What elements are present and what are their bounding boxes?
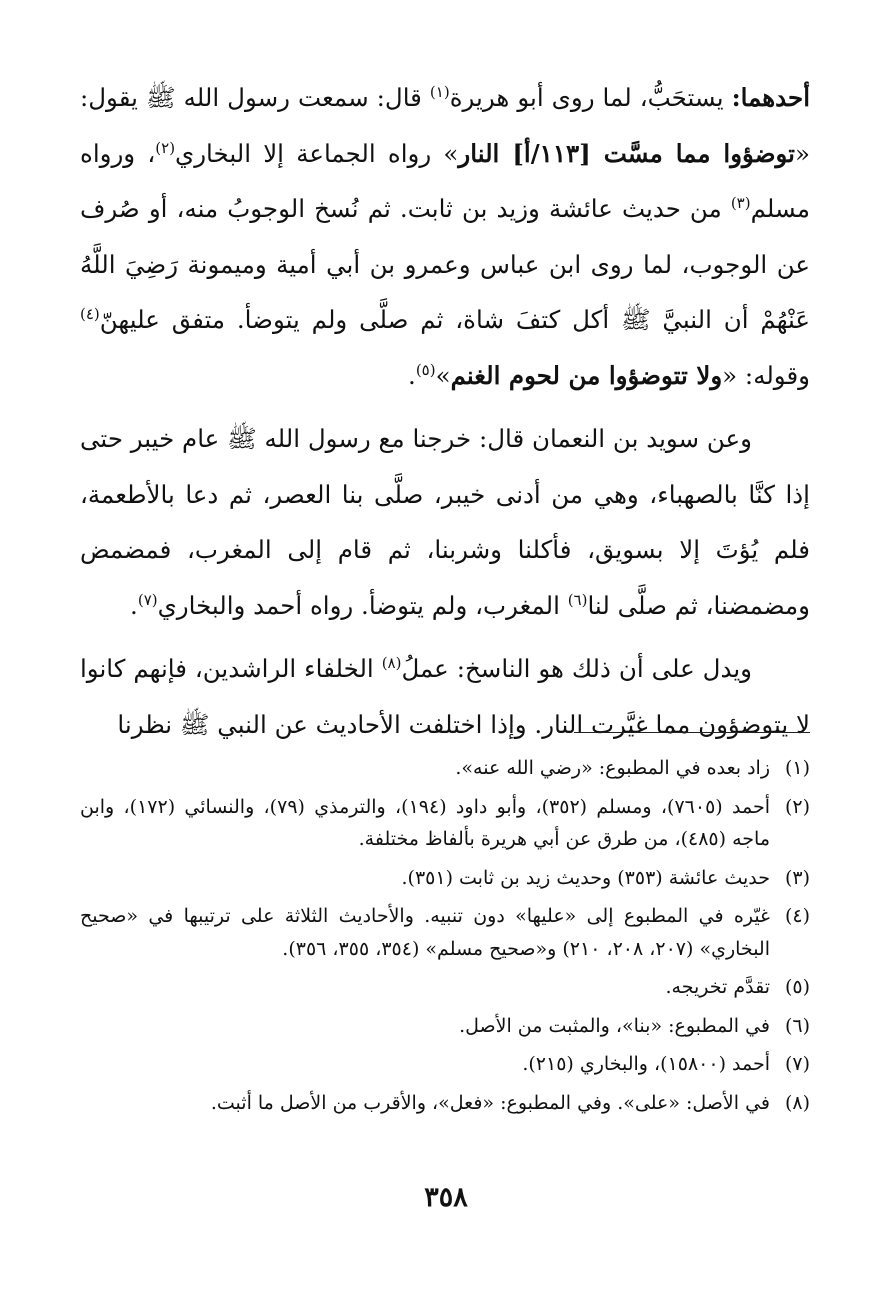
page-number: ٣٥٨ <box>424 1182 468 1213</box>
text-run: المغرب، ولم يتوضأ. رواه أحمد والبخاري <box>157 590 568 620</box>
main-text <box>80 70 810 752</box>
text-run: » <box>435 360 451 390</box>
footnote <box>80 1010 810 1043</box>
heading-term: أحدهما: <box>731 83 810 112</box>
footnote-number: (٣) <box>784 866 810 889</box>
footnote <box>80 791 810 856</box>
footnote-text: حديث عائشة (٣٥٣) وحديث زيد بن ثابت (٣٥١). <box>401 866 770 889</box>
footnote-ref-2[interactable]: (٢) <box>155 138 176 157</box>
footnote-ref-7[interactable]: (٧) <box>137 590 158 609</box>
footnote-number: (٢) <box>784 795 810 818</box>
footnote-number: (٥) <box>784 976 810 998</box>
footnote-text: غيّره في المطبوع إلى «عليها» دون تنبيه. والأحاديث الثلاثة على ترتيبها في «صحيح البخاري» (٢٠٧، ٢٠٨، ٢١٠) و«صحيح مسلم» (٣٥٤، ٣٥٥، ٣٥٦). <box>80 905 770 960</box>
footnote-separator <box>574 732 810 733</box>
footnote-number: (٦) <box>784 1014 810 1037</box>
footnote-ref-3[interactable]: (٣) <box>730 193 751 212</box>
footnote-number: (١) <box>784 757 810 779</box>
footnote-ref-6[interactable]: (٦) <box>567 590 588 609</box>
footnote-text: تقدَّم تخريجه. <box>665 976 770 998</box>
footnote-number: (٧) <box>784 1053 810 1075</box>
text-run: يستحَبُّ، لما روى أبو هريرة <box>449 83 732 112</box>
footnote <box>80 1048 810 1081</box>
footnote <box>80 971 810 1004</box>
footnote-text: أحمد (١٥٨٠٠)، والبخاري (٢١٥). <box>522 1053 770 1075</box>
footnote-text: زاد بعده في المطبوع: «رضي الله عنه». <box>455 757 770 779</box>
text-run: ، ورواه مسلم <box>80 138 810 223</box>
text-run: وقوله: « <box>722 360 810 390</box>
text-run: ويدل على أن ذلك هو الناسخ: عملُ <box>401 654 752 683</box>
footnote-ref-5[interactable]: (٥) <box>415 360 436 379</box>
hadith-quote: توضؤوا مما مسَّت [١١٣/أ] النار <box>458 138 795 168</box>
paragraph-3 <box>80 641 810 752</box>
text-run: وعن سويد بن النعمان قال: خرجنا مع رسول الله ﷺ عام خيبر حتى إذا كنَّا بالصهباء، وهي من أدنى خيبر، صلَّى بنا العصر، ثم دعا بالأطعمة، فلم يُؤتَ إلا بسويق، فأكلنا وشربنا، ثم قام إلى المغرب، فمضمض ومضمضنا، ثم صلَّى لنا <box>80 424 810 620</box>
text-run: . <box>408 360 416 390</box>
hadith-quote: ولا تتوضؤوا من لحوم الغنم <box>450 360 723 390</box>
footnote-text: في الأصل: «على». وفي المطبوع: «فعل»، والأقرب من الأصل ما أثبت. <box>210 1091 770 1114</box>
footnote <box>80 1087 810 1120</box>
footnote-text: في المطبوع: «بنا»، والمثبت من الأصل. <box>459 1014 770 1037</box>
footnote <box>80 862 810 895</box>
footnote <box>80 752 810 785</box>
footnote-ref-4[interactable]: (٤) <box>80 304 100 323</box>
footnote-number: (٨) <box>784 1091 810 1114</box>
text-run: الخلفاء الراشدين، فإنهم كانوا لا يتوضؤون مما غيَّرت النار. وإذا اختلفت الأحاديث عن النبي ﷺ نظرنا <box>80 654 810 739</box>
paragraph-2 <box>80 411 810 633</box>
footnotes <box>80 752 810 1125</box>
footnote-number: (٤) <box>784 905 810 927</box>
footnote-ref-8[interactable]: (٨) <box>381 653 402 672</box>
footnote-ref-1[interactable]: (١) <box>429 82 450 101</box>
text-run: قال: سمعت رسول الله ﷺ يقول: « <box>80 83 810 168</box>
footnote <box>80 900 810 965</box>
text-run: من حديث عائشة وزيد بن ثابت. ثم نُسخ الوجوبُ منه، أو صُرف عن الوجوب، لما روى ابن عباس وعمرو بن أبي أمية وميمونة رَضِيَ اللَّهُ عَنْهُمْ أن النبيَّ ﷺ أكل كتفَ شاة، ثم صلَّى ولم يتوضأ. متفق عليهنّ <box>80 194 810 334</box>
text-run: . <box>130 590 138 620</box>
text-run: » رواه الجماعة إلا البخاري <box>175 138 459 168</box>
paragraph-1 <box>80 70 810 403</box>
footnote-text: أحمد (٧٦٠٥)، ومسلم (٣٥٢)، وأبو داود (١٩٤)، والترمذي (٧٩)، والنسائي (١٧٢)، وابن ماجه (٤٨٥)، من طرق عن أبي هريرة بألفاظ مختلفة. <box>80 795 770 850</box>
